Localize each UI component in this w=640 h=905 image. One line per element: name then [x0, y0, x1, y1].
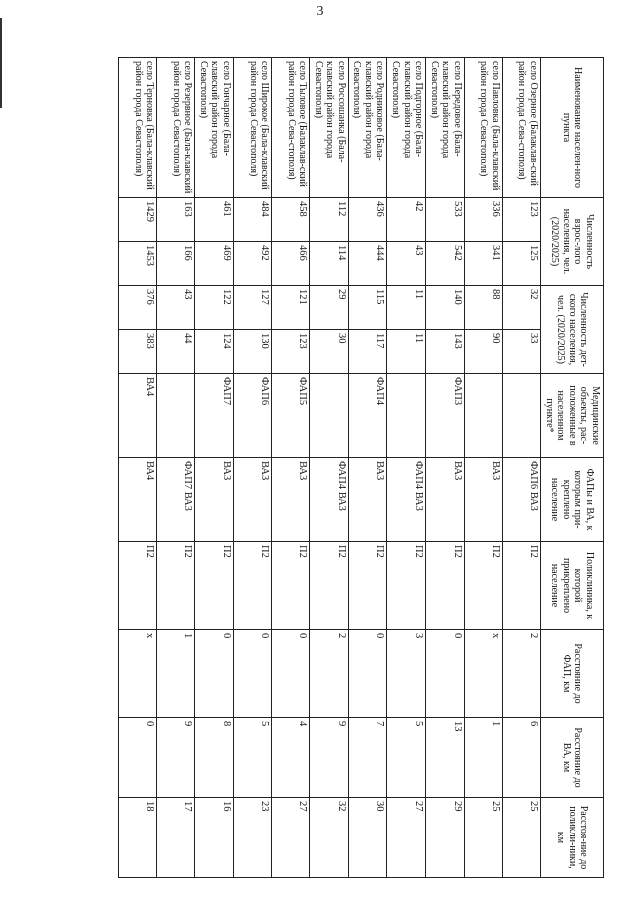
- cell-name: село Подгорное (Бала-клавский район города Севастополя): [387, 58, 426, 198]
- cell-adult-2025: 166: [157, 242, 195, 286]
- cell-child-2020: 88: [464, 286, 502, 330]
- cell-child-2025: 143: [426, 330, 465, 374]
- cell-dist-va: 1: [464, 718, 502, 798]
- cell-child-2020: 122: [195, 286, 234, 330]
- cell-adult-2025: 114: [310, 242, 349, 286]
- cell-dist-va: 5: [387, 718, 426, 798]
- cell-dist-va: 7: [348, 718, 387, 798]
- cell-adult-2025: 469: [195, 242, 234, 286]
- table-row: [426, 58, 465, 878]
- cell-name: село Родниковое (Бала-клавский район города Севастополя): [348, 58, 387, 198]
- cell-adult-2020: 533: [426, 198, 465, 242]
- cell-adult-2020: 458: [272, 198, 310, 242]
- cell-dist-poly: 16: [195, 798, 234, 878]
- cell-adult-2025: 43: [387, 242, 426, 286]
- cell-dist-fap: x: [119, 630, 157, 718]
- cell-polyclinic: П2: [157, 542, 195, 630]
- cell-dist-fap: 2: [502, 630, 540, 718]
- cell-name: село Павловка (Бала-клавский район города Севастополя): [464, 58, 502, 198]
- cell-dist-va: 13: [426, 718, 465, 798]
- cell-name: село Широкое (Бала-клавский район города Севастополя): [233, 58, 271, 198]
- cell-dist-fap: 0: [195, 630, 234, 718]
- cell-dist-fap: 0: [348, 630, 387, 718]
- cell-name: село Озерное (Балаклав-ский район города Сева-стополя): [502, 58, 540, 198]
- cell-adult-2020: 123: [502, 198, 540, 242]
- cell-med-objects: ФАП5: [272, 374, 310, 458]
- cell-polyclinic: П2: [464, 542, 502, 630]
- cell-adult-2020: 436: [348, 198, 387, 242]
- cell-adult-2020: 461: [195, 198, 234, 242]
- cell-child-2025: 33: [502, 330, 540, 374]
- cell-name: село Гончарное (Бала-клавский район города Севастополя): [195, 58, 234, 198]
- cell-fap-va: ФАП6 ВА3: [502, 458, 540, 542]
- cell-child-2025: 44: [157, 330, 195, 374]
- cell-polyclinic: П2: [119, 542, 157, 630]
- page-number: 3: [316, 4, 324, 19]
- cell-polyclinic: П2: [195, 542, 234, 630]
- table-row: [310, 58, 349, 878]
- table-row: [272, 58, 310, 878]
- cell-dist-poly: 25: [464, 798, 502, 878]
- cell-dist-poly: 25: [502, 798, 540, 878]
- cell-dist-poly: 27: [272, 798, 310, 878]
- cell-dist-poly: 23: [233, 798, 271, 878]
- cell-adult-2020: 484: [233, 198, 271, 242]
- table-row: [387, 58, 426, 878]
- cell-name: село Передовое (Бала-клавский район города Севастополя): [426, 58, 465, 198]
- header-dist-va: Расстояние до ВА, км: [541, 718, 604, 798]
- cell-dist-fap: 2: [310, 630, 349, 718]
- cell-fap-va: ВА3: [426, 458, 465, 542]
- cell-child-2025: 117: [348, 330, 387, 374]
- cell-child-2020: 32: [502, 286, 540, 330]
- cell-med-objects: [502, 374, 540, 458]
- cell-adult-2025: 492: [233, 242, 271, 286]
- table-body: [119, 58, 541, 878]
- cell-med-objects: ФАП7: [195, 374, 234, 458]
- cell-polyclinic: П2: [348, 542, 387, 630]
- cell-child-2025: 11: [387, 330, 426, 374]
- cell-dist-poly: 32: [310, 798, 349, 878]
- header-adult-pop: Численность взрос-лого населения, чел. (2020/2025): [541, 198, 604, 286]
- table-row: [464, 58, 502, 878]
- cell-polyclinic: П2: [310, 542, 349, 630]
- cell-fap-va: ФАП7 ВА3: [157, 458, 195, 542]
- cell-polyclinic: П2: [272, 542, 310, 630]
- cell-adult-2025: 444: [348, 242, 387, 286]
- cell-child-2020: 121: [272, 286, 310, 330]
- table-row: [119, 58, 157, 878]
- cell-med-objects: ФАП3: [426, 374, 465, 458]
- cell-med-objects: [464, 374, 502, 458]
- cell-adult-2025: 341: [464, 242, 502, 286]
- header-fap-va: ФАПы и ВА, к которым при-креплено население: [541, 458, 604, 542]
- cell-med-objects: [157, 374, 195, 458]
- header-polyclinic: Поликлиника, к которой прикреплено население: [541, 542, 604, 630]
- header-child-pop: Численность дет-ского населения, чел. (2020/2025): [541, 286, 604, 374]
- cell-dist-va: 5: [233, 718, 271, 798]
- cell-dist-va: 6: [502, 718, 540, 798]
- cell-fap-va: ВА3: [464, 458, 502, 542]
- cell-med-objects: [387, 374, 426, 458]
- cell-name: село Терновка (Бала-клавский район города Севастополя): [119, 58, 157, 198]
- cell-polyclinic: П2: [233, 542, 271, 630]
- cell-dist-va: 4: [272, 718, 310, 798]
- header-name: Наименование населен-ного пункта: [541, 58, 604, 198]
- table-row: [233, 58, 271, 878]
- cell-child-2020: 376: [119, 286, 157, 330]
- cell-fap-va: ВА3: [272, 458, 310, 542]
- cell-dist-poly: 27: [387, 798, 426, 878]
- table-header-row: [541, 58, 604, 878]
- header-dist-fap: Расстояние до ФАП, км: [541, 630, 604, 718]
- cell-adult-2025: 542: [426, 242, 465, 286]
- table-row: [157, 58, 195, 878]
- settlements-table: [118, 57, 604, 878]
- cell-adult-2020: 336: [464, 198, 502, 242]
- header-med-objects: Медицинские объекты, рас-положенные в населенном пункте*: [541, 374, 604, 458]
- binding-mark: [0, 18, 2, 108]
- cell-fap-va: ВА3: [195, 458, 234, 542]
- rotated-table-container: [118, 57, 604, 877]
- cell-name: село Тыловое (Балаклав-ский район города Сева-стополя): [272, 58, 310, 198]
- cell-polyclinic: П2: [502, 542, 540, 630]
- cell-name: село Резервное (Бала-клавский район города Севастополя): [157, 58, 195, 198]
- cell-dist-va: 9: [157, 718, 195, 798]
- cell-dist-va: 0: [119, 718, 157, 798]
- table-row: [195, 58, 234, 878]
- cell-adult-2020: 42: [387, 198, 426, 242]
- cell-fap-va: ФАП4 ВА3: [387, 458, 426, 542]
- cell-fap-va: ВА4: [119, 458, 157, 542]
- table-row: [502, 58, 540, 878]
- cell-child-2020: 127: [233, 286, 271, 330]
- cell-child-2025: 130: [233, 330, 271, 374]
- cell-dist-fap: 0: [272, 630, 310, 718]
- cell-dist-fap: 3: [387, 630, 426, 718]
- cell-dist-va: 9: [310, 718, 349, 798]
- cell-child-2025: 90: [464, 330, 502, 374]
- cell-adult-2020: 1429: [119, 198, 157, 242]
- cell-child-2025: 383: [119, 330, 157, 374]
- cell-med-objects: ФАП6: [233, 374, 271, 458]
- cell-dist-fap: 0: [233, 630, 271, 718]
- cell-adult-2025: 1453: [119, 242, 157, 286]
- cell-child-2025: 30: [310, 330, 349, 374]
- cell-adult-2025: 125: [502, 242, 540, 286]
- cell-name: село Россошанка (Бала-клавский район города Севастополя): [310, 58, 349, 198]
- cell-adult-2020: 163: [157, 198, 195, 242]
- cell-child-2020: 140: [426, 286, 465, 330]
- cell-polyclinic: П2: [426, 542, 465, 630]
- cell-dist-fap: 1: [157, 630, 195, 718]
- header-dist-poly: Расстоя-ние до поликли-ники, км: [541, 798, 604, 878]
- cell-med-objects: [310, 374, 349, 458]
- cell-adult-2025: 466: [272, 242, 310, 286]
- cell-child-2020: 11: [387, 286, 426, 330]
- cell-dist-va: 8: [195, 718, 234, 798]
- cell-dist-poly: 18: [119, 798, 157, 878]
- cell-dist-fap: x: [464, 630, 502, 718]
- table-row: [348, 58, 387, 878]
- cell-child-2020: 43: [157, 286, 195, 330]
- cell-polyclinic: П2: [387, 542, 426, 630]
- cell-fap-va: ВА3: [348, 458, 387, 542]
- cell-child-2025: 124: [195, 330, 234, 374]
- cell-child-2020: 115: [348, 286, 387, 330]
- cell-dist-poly: 30: [348, 798, 387, 878]
- cell-dist-fap: 0: [426, 630, 465, 718]
- cell-med-objects: ФАП4: [348, 374, 387, 458]
- cell-adult-2020: 112: [310, 198, 349, 242]
- cell-dist-poly: 29: [426, 798, 465, 878]
- cell-child-2025: 123: [272, 330, 310, 374]
- cell-dist-poly: 17: [157, 798, 195, 878]
- cell-fap-va: ФАП4 ВА3: [310, 458, 349, 542]
- cell-fap-va: ВА3: [233, 458, 271, 542]
- cell-med-objects: ВА4: [119, 374, 157, 458]
- cell-child-2020: 29: [310, 286, 349, 330]
